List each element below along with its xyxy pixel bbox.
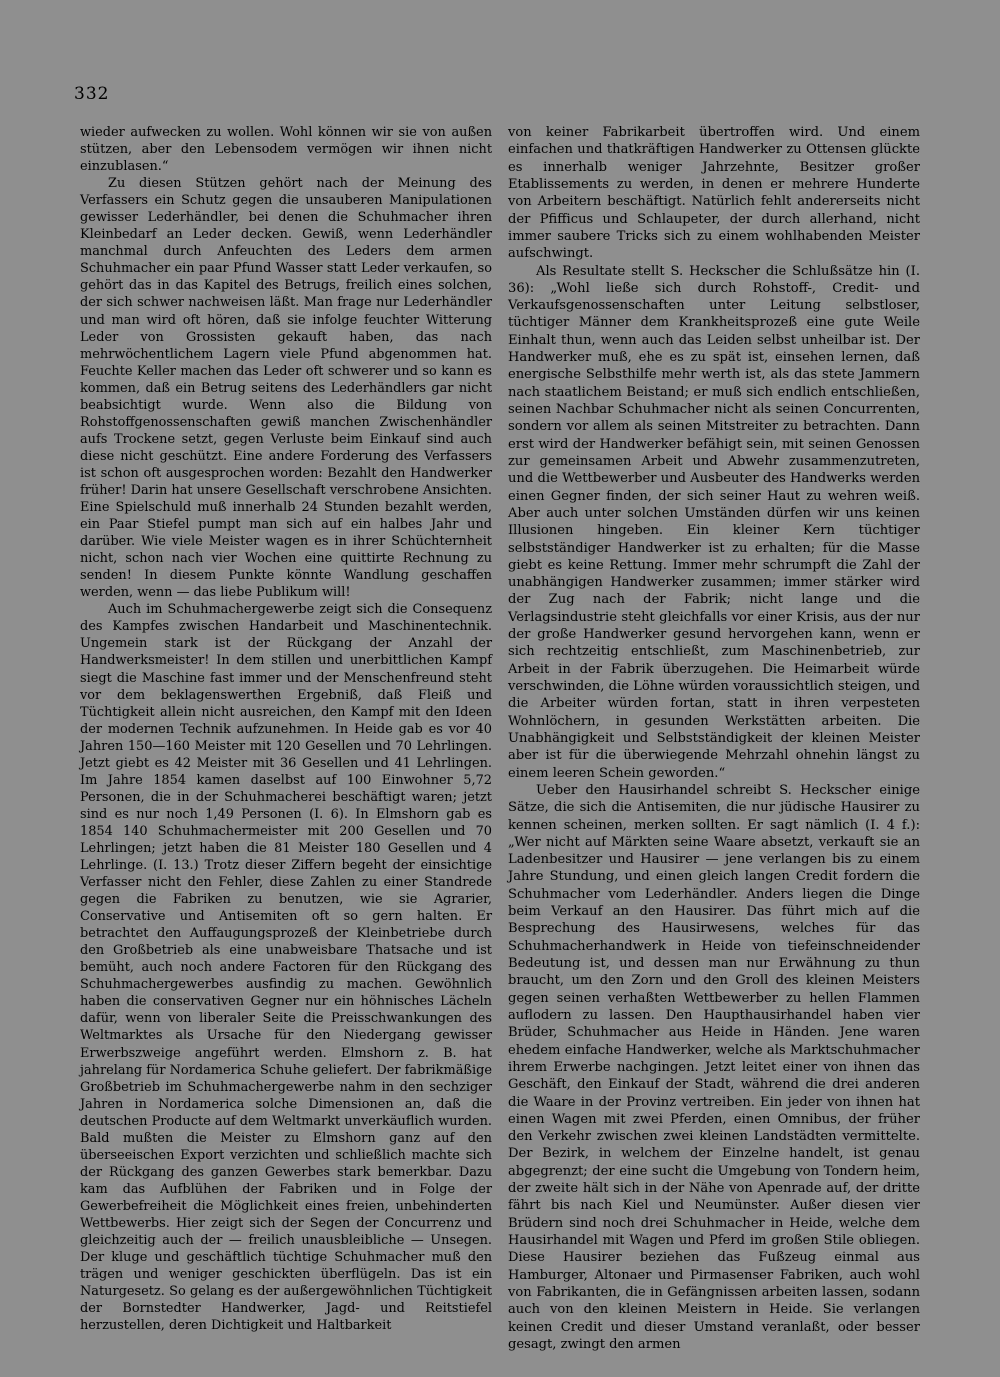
right-column — [508, 124, 920, 1353]
paragraph: Ueber den Hausirhandel schreibt S. Heckscher einige Sätze, die sich die Antisemiten, die nur jüdische Hausirer zu kennen scheinen, merken sollten. Er sagt nämlich (I. 4 f.): „Wer nicht auf Märkten seine Waare absetzt, verkauft sie an Ladenbesitzer und Hausirer — jene verlangen bis zu einem Jahre Stundung, und einen gleich langen Credit fordern die Schuhmacher vom Lederhändler. Anders liegen die Dinge beim Verkauf an den Hausirer. Das führt mich auf die Besprechung des Hausirwesens, welches für das Schuhmacherhandwerk in Heide von tiefeinschneidender Bedeutung ist, und dessen man nur Erwähnung zu thun braucht, um den Zorn und den Groll des kleinen Meisters gegen seinen verhaßten Wettbewerber zu hellen Flammen auflodern zu lassen. Den Haupthausirhandel haben vier Brüder, Schuhmacher aus Heide in Händen. Jene waren ehedem einfache Handwerker, welche als Marktschuhmacher ihrem Erwerbe nachgingen. Jetzt leitet einer von ihnen das Geschäft, den Einkauf der Stadt, während die drei anderen die Waare in der Provinz vertreiben. Ein jeder von ihnen hat einen Wagen mit zwei Pferden, einen Omnibus, der früher den Verkehr zwischen zwei kleinen Landstädten vermittelte. Der Bezirk, in welchem der Einzelne handelt, ist genau abgegrenzt; der eine sucht die Umgebung von Tondern heim, der zweite hält sich in der Nähe von Apenrade auf, der dritte fährt bis nach Kiel und Neumünster. Außer diesen vier Brüdern sind noch drei Schuhmacher in Heide, welche dem Hausirhandel mit Wagen und Pferd im großen Stile obliegen. Diese Hausirer beziehen das Fußzeug einmal aus Hamburger, Altonaer und Pirmasenser Fabriken, auch wohl von Fabrikanten, die in Gefängnissen arbeiten lassen, sodann auch von den kleinen Meistern in Heide. Sie verlangen keinen Credit und dieser Umstand veranlaßt, oder besser gesagt, zwingt den armen — [508, 782, 920, 1352]
paragraph: Zu diesen Stützen gehört nach der Meinung des Verfassers ein Schutz gegen die unsauberen Manipulationen gewisser Lederhändler, bei denen die Schuhmacher ihren Kleinbedarf an Leder decken. Gewiß, wenn Lederhändler manchmal durch Anfeuchten des Leders dem armen Schuhmacher ein paar Pfund Wasser statt Leder verkaufen, so gehört das in das Kapitel des Betrugs, freilich eines solchen, der sich schwer nachweisen läßt. Man frage nur Lederhändler und man wird oft hören, daß sie infolge feuchter Witterung Leder von Grossisten gekauft haben, das nach mehrwöchentlichem Lagern viele Pfund abgenommen hat. Feuchte Keller machen das Leder oft schwerer und so kann es kommen, daß ein Betrug seitens des Lederhändlers gar nicht beabsichtigt wurde. Wenn also die Bildung von Rohstoffgenossenschaften gewiß manchen Zwischenhändler aufs Trockene setzt, gegen Verluste beim Einkauf sind auch diese nicht geschützt. Eine andere Forderung des Verfassers ist schon oft ausgesprochen worden: Bezahlt den Handwerker früher! Darin hat unsere Gesellschaft verschrobene Ansichten. Eine Spielschuld muß innerhalb 24 Stunden bezahlt werden, ein Paar Stiefel pumpt man sich auf ein halbes Jahr und darüber. Wie viele Meister wagen es in ihrer Schüchternheit nicht, schon nach vier Wochen eine quittirte Rechnung zu senden! In diesem Punkte könnte Wandlung geschaffen werden, wenn — das liebe Publikum will! — [80, 176, 492, 601]
paragraph: Als Resultate stellt S. Heckscher die Schlußsätze hin (I. 36): „Wohl ließe sich durch Rohstoff-, Credit- und Verkaufsgenossenschaften unter Leitung selbstloser, tüchtiger Männer dem Krankheitsprozeß eine gute Weile Einhalt thun, wenn auch das Leiden selbst unheilbar ist. Der Handwerker muß, ehe es zu spät ist, einsehen lernen, daß energische Selbsthilfe mehr werth ist, als das stete Jammern nach staatlichem Beistand; er muß sich endlich entschließen, seinen Nachbar Schuhmacher nicht als seinen Concurrenten, sondern vor allem als seinen Mitstreiter zu betrachten. Dann erst wird der Handwerker befähigt sein, mit seinen Genossen zur gemeinsamen Arbeit und Abwehr zusammenzutreten, und die Wettbewerber und Ausbeuter des Handwerks werden einen Gegner finden, der sich seiner Haut zu wehren weiß. Aber auch unter solchen Umständen dürfen wir uns keinen Illusionen hingeben. Ein kleiner Kern tüchtiger selbstständiger Handwerker ist zu erhalten; für die Masse giebt es keine Rettung. Immer mehr schrumpft die Zahl der unabhängigen Handwerker zusammen; immer stärker wird der Zug nach der Fabrik; nicht lange und die Verlagsindustrie steht gleichfalls vor einer Krisis, aus der nur der große Handwerker gesund hervorgehen kann, wenn er sich rechtzeitig entschließt, zum Maschinenbetrieb, zur Arbeit in der Fabrik überzugehen. Die Heimarbeit würde verschwinden, die Löhne würden voraussichtlich steigen, und die Arbeiter würden fortan, statt in ihren verpesteten Wohnlöchern, in gesunden Werkstätten arbeiten. Die Unabhängigkeit und Selbstständigkeit der kleinen Meister aber ist für die überwiegende Mehrzahl ohnehin längst zu einem leeren Schein geworden.“ — [508, 263, 920, 781]
paragraph: wieder aufwecken zu wollen. Wohl können wir sie von außen stützen, aber den Lebensodem vermögen wir ihnen nicht einzublasen.“ — [80, 125, 492, 175]
paragraph: Auch im Schuhmachergewerbe zeigt sich die Consequenz des Kampfes zwischen Handarbeit und Maschinentechnik. Ungemein stark ist der Rückgang der Anzahl der Handwerksmeister! In dem stillen und unerbittlichen Kampf siegt die Maschine fast immer und der Menschenfreund steht vor dem beklagenswerthen Ergebniß, daß Fleiß und Tüchtigkeit allein nicht ausreichen, den Kampf mit den Ideen der modernen Technik aufzunehmen. In Heide gab es vor 40 Jahren 150—160 Meister mit 120 Gesellen und 70 Lehrlingen. Jetzt giebt es 42 Meister mit 36 Gesellen und 41 Lehrlingen. Im Jahre 1854 kamen daselbst auf 100 Einwohner 5,72 Personen, die in der Schuhmacherei beschäftigt waren; jetzt sind es nur noch 1,49 Personen (I. 6). In Elmshorn gab es 1854 140 Schuhmachermeister mit 200 Gesellen und 70 Lehrlingen; jetzt haben die 81 Meister 180 Gesellen und 4 Lehrlinge. (I. 13.) Trotz dieser Ziffern begeht der einsichtige Verfasser nicht den Fehler, diese Zahlen zu einer Standrede gegen die Fabriken zu benutzen, wie sie Agrarier, Conservative und Antisemiten oft so gern halten. Er betrachtet den Auffaugungsprozeß der Kleinbetriebe durch den Großbetrieb als eine unabweisbare Thatsache und ist bemüht, auch noch andere Factoren für den Rückgang des Schuhmachergewerbes ausfindig zu machen. Gewöhnlich haben die conservativen Gegner nur ein höhnisches Lächeln dafür, wenn von liberaler Seite die Preisschwankungen des Weltmarktes als Ursache für den Niedergang gewisser Erwerbszweige angeführt werden. Elmshorn z. B. hat jahrelang für Nordamerica Schuhe geliefert. Der fabrikmäßige Großbetrieb im Schuhmachergewerbe nahm in den sechziger Jahren in Nordamerica solche Dimensionen an, daß die deutschen Producte auf dem Weltmarkt unverkäuflich wurden. Bald mußten die Meister zu Elmshorn ganz auf den überseeischen Export verzichten und schließlich machte sich der Rückgang des ganzen Gewerbes stark bemerkbar. Dazu kam das Aufblühen der Fabriken und in Folge der Gewerbefreiheit die Möglichkeit eines freien, unbehinderten Wettbewerbs. Hier zeigt sich der Segen der Concurrenz und gleichzeitig auch der — freilich unausbleibliche — Unsegen. Der kluge und geschäftlich tüchtige Schuhmacher muß den trägen und weniger geschickten überflügeln. Das ist ein Naturgesetz. So gelang es der außergewöhnlichen Tüchtigkeit der Bornstedter Handwerker, Jagd- und Reitstiefel herzustellen, deren Dichtigkeit und Haltbarkeit — [80, 602, 492, 1334]
page-number: 332 — [74, 84, 110, 104]
paragraph: von keiner Fabrikarbeit übertroffen wird. Und einem einfachen und thatkräftigen Handwerker zu Ottensen glückte es innerhalb weniger Jahrzehnte, Besitzer großer Etablissements zu werden, in denen er mehrere Hunderte von Arbeitern beschäftigt. Natürlich fehlt andererseits nicht der Pfifficus und Schlaupeter, der durch allerhand, nicht immer saubere Tricks sich zu einem wohlhabenden Meister aufschwingt. — [508, 125, 920, 262]
left-column — [80, 124, 492, 1334]
